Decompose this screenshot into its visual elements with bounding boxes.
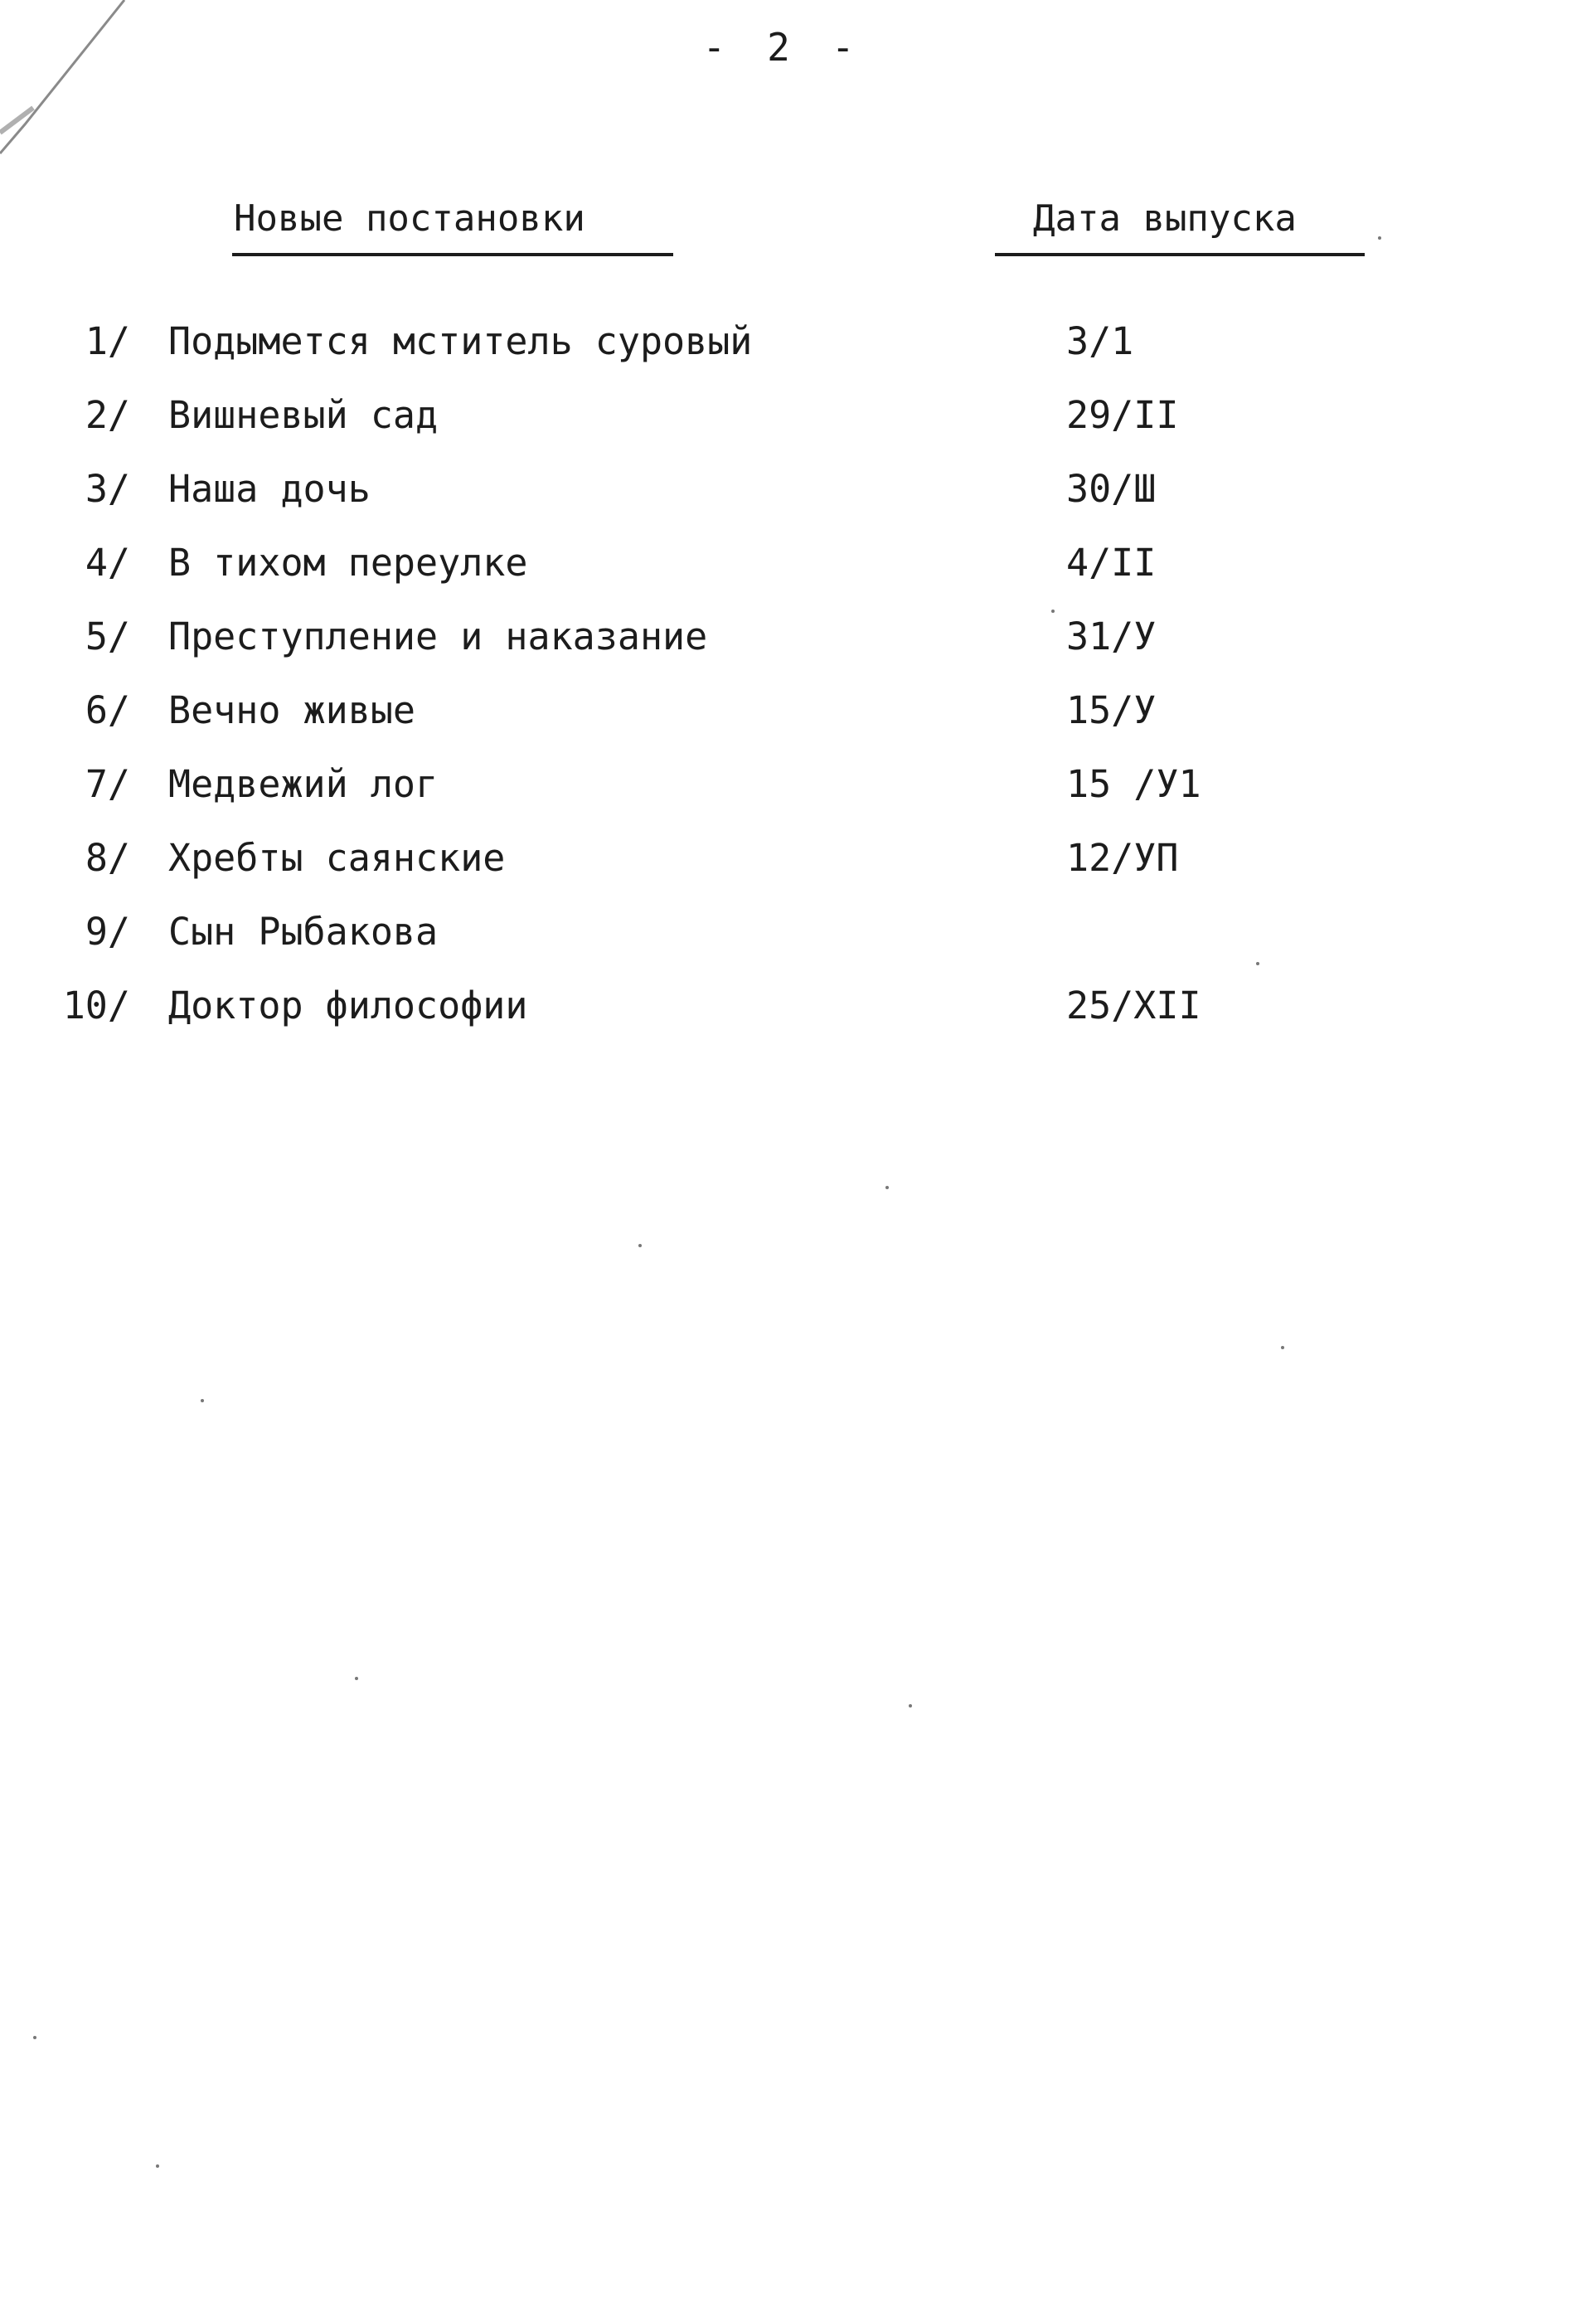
scan-speck bbox=[885, 1186, 889, 1189]
item-number: 2/ bbox=[85, 393, 130, 437]
list-item bbox=[0, 467, 1596, 541]
item-number: 7/ bbox=[85, 762, 130, 806]
list-item bbox=[0, 688, 1596, 762]
scan-speck bbox=[1051, 610, 1055, 613]
list-item bbox=[0, 541, 1596, 615]
list-item bbox=[0, 762, 1596, 836]
productions-list bbox=[0, 319, 1596, 1057]
left-dash: - bbox=[702, 25, 728, 70]
release-date: 25/XII bbox=[1066, 984, 1201, 1027]
item-number: 9/ bbox=[85, 910, 130, 954]
page-number-line bbox=[647, 25, 912, 70]
list-item bbox=[0, 984, 1596, 1057]
right-dash: - bbox=[831, 25, 856, 70]
titles-header-underline bbox=[232, 253, 673, 256]
scan-speck bbox=[201, 1399, 204, 1402]
scan-speck bbox=[156, 2164, 159, 2168]
production-title: Сын Рыбакова bbox=[168, 910, 439, 954]
list-item bbox=[0, 615, 1596, 688]
scan-speck bbox=[638, 1244, 642, 1247]
release-date: 12/УП bbox=[1066, 836, 1179, 880]
production-title: Доктор философии bbox=[168, 984, 528, 1027]
production-title: Наша дочь bbox=[168, 467, 371, 511]
release-date: 15 /У1 bbox=[1066, 762, 1201, 806]
item-number: 8/ bbox=[85, 836, 130, 880]
production-title: В тихом переулке bbox=[168, 541, 528, 585]
list-item bbox=[0, 319, 1596, 393]
page-number: 2 bbox=[767, 25, 792, 70]
release-date: 4/II bbox=[1066, 541, 1157, 585]
production-title: Вишневый сад bbox=[168, 393, 439, 437]
item-number: 6/ bbox=[85, 688, 130, 732]
item-number: 5/ bbox=[85, 615, 130, 658]
scan-speck bbox=[1256, 962, 1259, 965]
release-date: 31/У bbox=[1066, 615, 1157, 658]
release-date: 3/1 bbox=[1066, 319, 1134, 363]
scan-speck bbox=[1378, 236, 1381, 240]
scan-speck bbox=[1281, 1346, 1284, 1349]
corner-crease-mark bbox=[0, 0, 141, 158]
item-number: 10/ bbox=[62, 984, 130, 1027]
scan-speck bbox=[33, 2036, 36, 2039]
release-date: 15/У bbox=[1066, 688, 1157, 732]
release-date: 30/Ш bbox=[1066, 467, 1157, 511]
list-item bbox=[0, 836, 1596, 910]
list-item bbox=[0, 910, 1596, 984]
production-title: Медвежий лог bbox=[168, 762, 439, 806]
production-title: Вечно живые bbox=[168, 688, 416, 732]
item-number: 1/ bbox=[85, 319, 130, 363]
scan-speck bbox=[355, 1677, 358, 1680]
item-number: 3/ bbox=[85, 467, 130, 511]
item-number: 4/ bbox=[85, 541, 130, 585]
production-title: Хребты саянские bbox=[168, 836, 506, 880]
production-title: Преступление и наказание bbox=[168, 615, 708, 658]
production-title: Подымется мститель суровый bbox=[168, 319, 753, 363]
dates-column-header: Дата выпуска bbox=[1033, 197, 1297, 240]
list-item bbox=[0, 393, 1596, 467]
titles-column-header: Новые постановки bbox=[234, 197, 585, 240]
release-date: 29/II bbox=[1066, 393, 1179, 437]
scan-speck bbox=[909, 1704, 912, 1707]
dates-header-underline bbox=[995, 253, 1365, 256]
